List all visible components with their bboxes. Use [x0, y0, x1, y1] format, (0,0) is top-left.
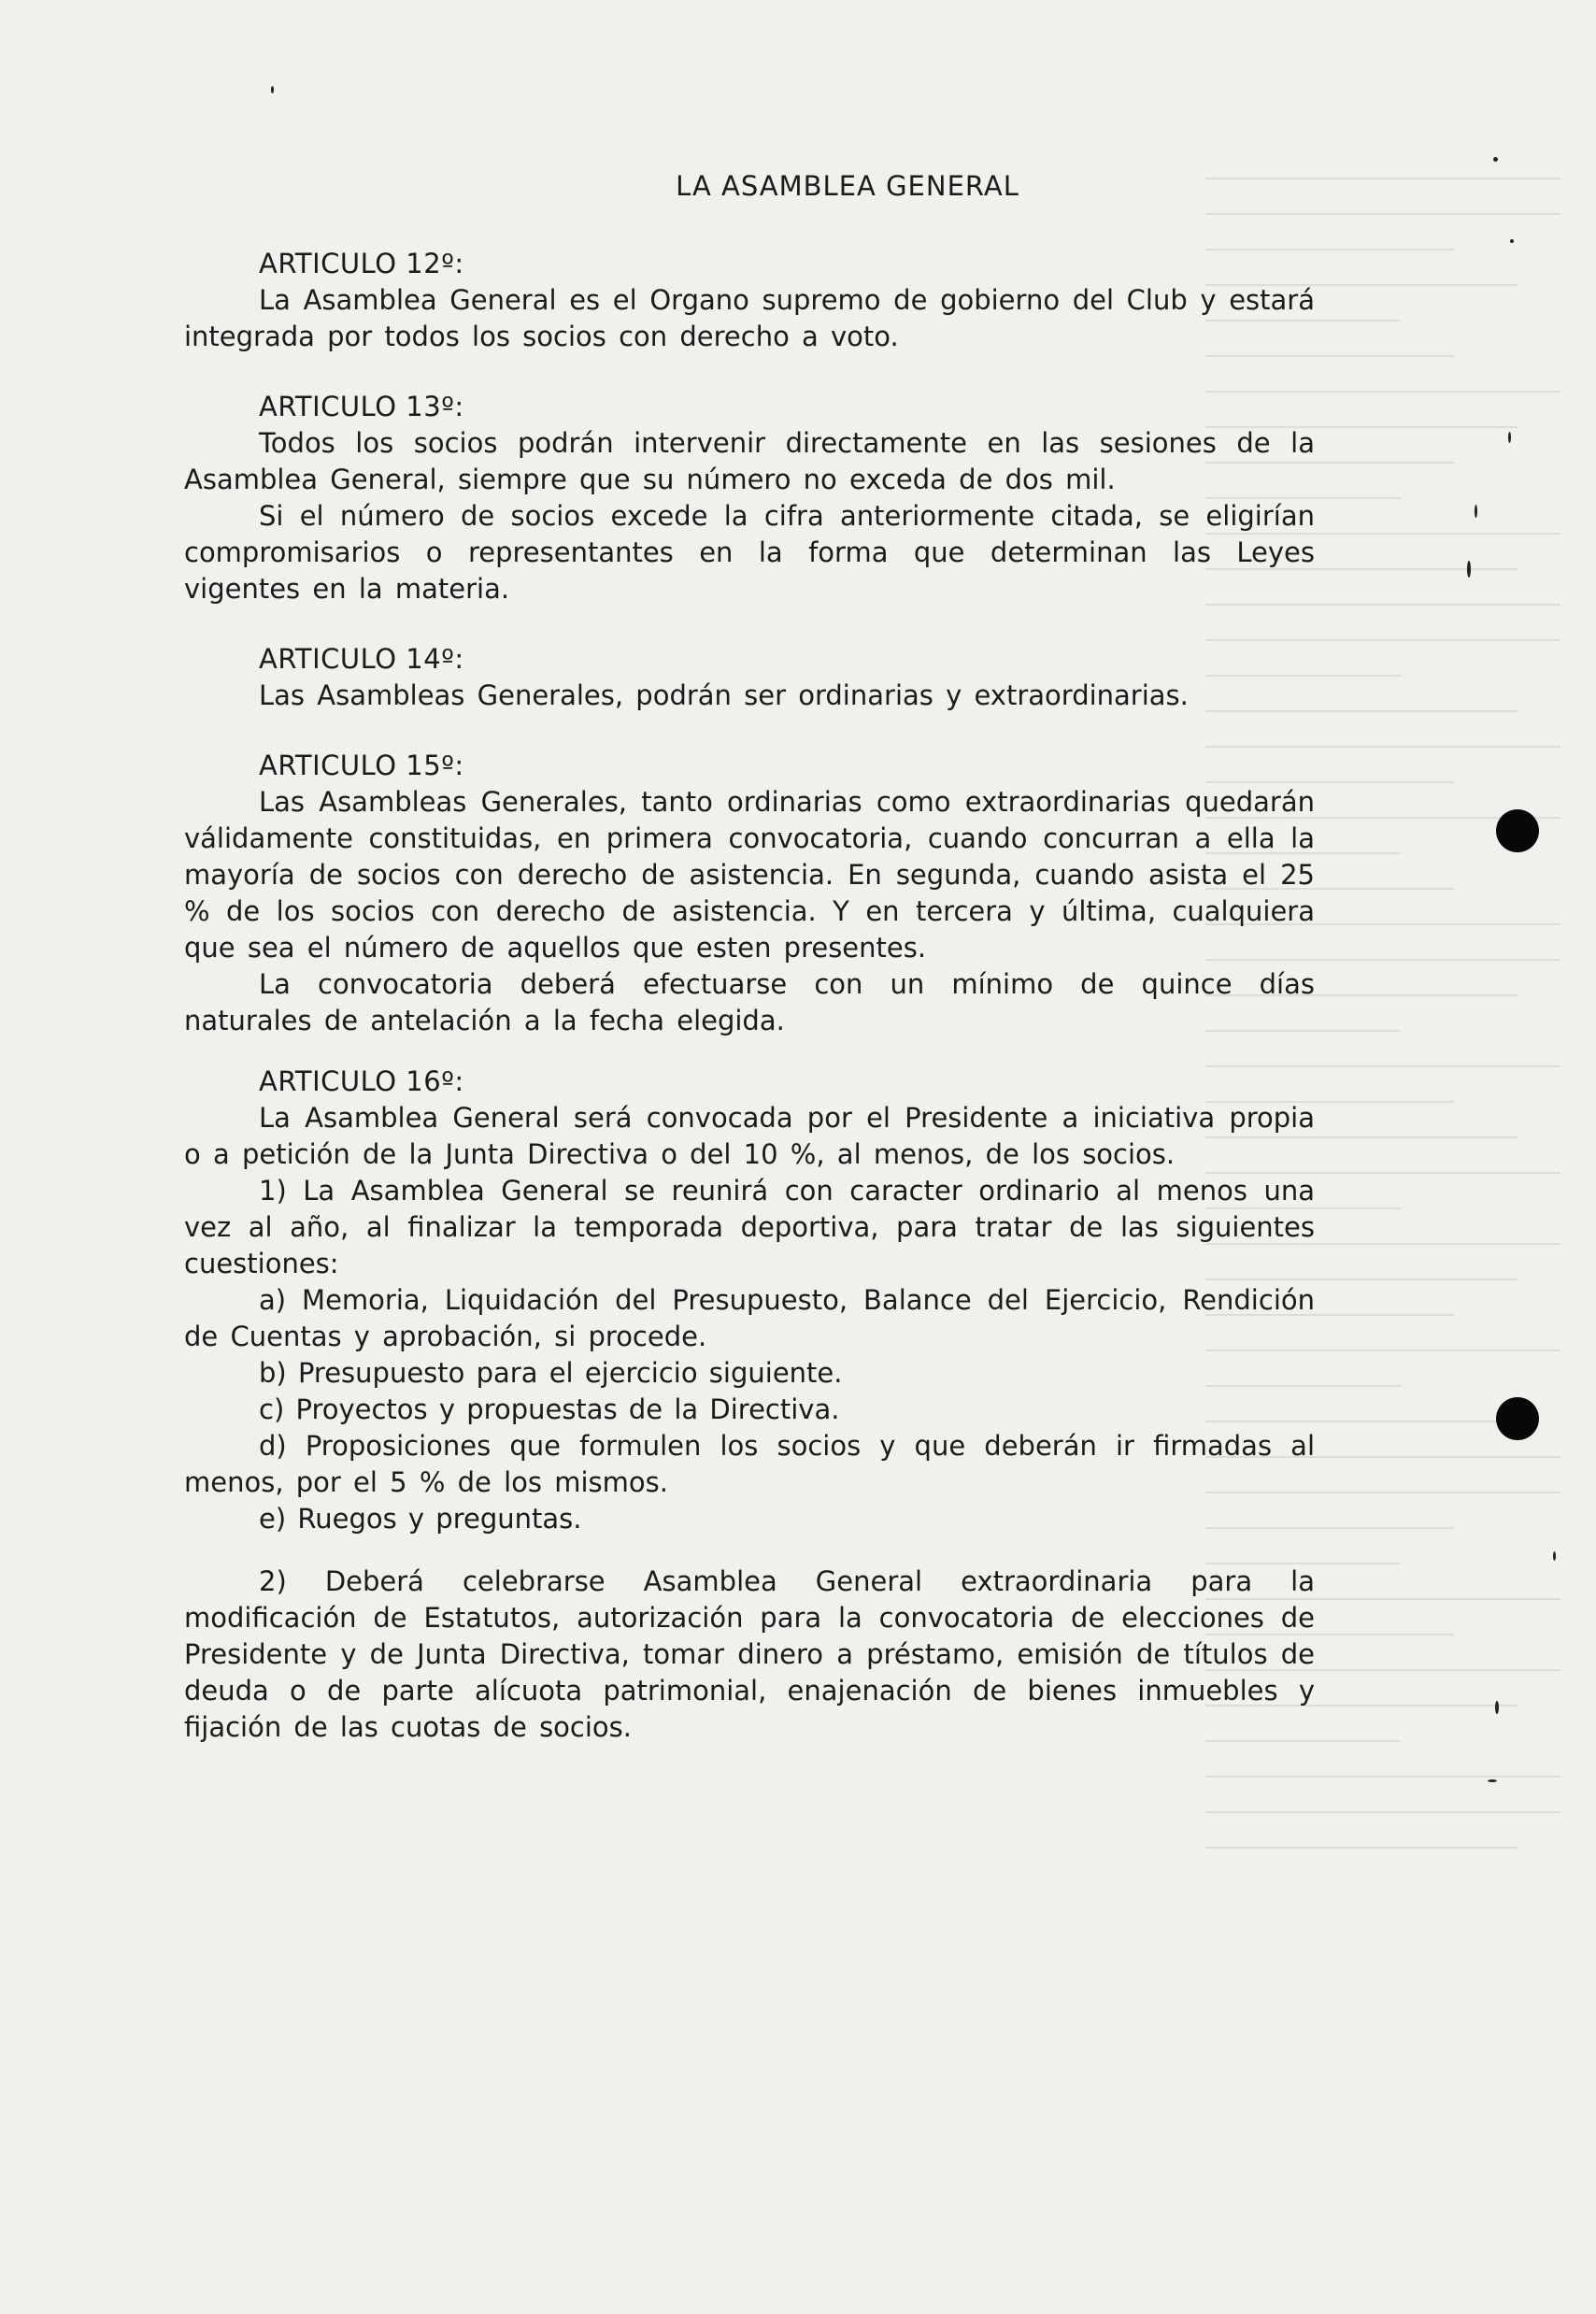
article-paragraph: La Asamblea General es el Organo supremo de gobierno del Club y estará integrada por todos los socios con derecho a voto.	[184, 284, 1315, 352]
margin-speck	[1510, 239, 1514, 243]
article-heading: ARTICULO 13º:	[259, 391, 464, 422]
article-paragraph: Si el número de socios excede la cifra anteriormente citada, se eligirían compromisarios o representantes en la forma que determinan las Leyes vigentes en la materia.	[184, 500, 1315, 605]
list-item: d) Proposiciones que formulen los socios y que deberán ir firmadas al menos, por el 5 % de los mismos.	[184, 1430, 1315, 1498]
article-heading: ARTICULO 16º:	[259, 1065, 464, 1097]
article-paragraph: Las Asambleas Generales, tanto ordinarias como extraordinarias quedarán válidamente constituidas, en primera convocatoria, cuando concurran a ella la mayoría de socios con derecho de asistencia. En segunda, cuando asista el 25 % de los socios con derecho de asistencia. Y en tercera y última, cualquiera que sea el número de aquellos que esten presentes.	[184, 786, 1315, 964]
article-paragraph: Todos los socios podrán intervenir directamente en las sesiones de la Asamblea General, siempre que su número no exceda de dos mil.	[184, 427, 1315, 495]
margin-speck	[1508, 432, 1511, 443]
article-paragraph: La convocatoria deberá efectuarse con un mínimo de quince días naturales de antelación a la fecha elegida.	[184, 968, 1315, 1036]
margin-speck	[1488, 1779, 1497, 1782]
article-paragraph: Las Asambleas Generales, podrán ser ordinarias y extraordinarias.	[259, 679, 1189, 711]
document-title: LA ASAMBLEA GENERAL	[676, 170, 1019, 202]
article-heading: ARTICULO 14º:	[259, 643, 464, 675]
margin-speck	[1467, 561, 1471, 578]
article-point: 2) Deberá celebrarse Asamblea General extraordinaria para la modificación de Estatutos, autorización para la convocatoria de elecciones de Presidente y de Junta Directiva, tomar dinero a préstamo, emisión de títulos de deuda o de parte alícuota patrimonial, enajenación de bienes inmuebles y fijación de las cuotas de socios.	[184, 1565, 1315, 1743]
punch-hole-lower	[1496, 1397, 1539, 1440]
list-item: c) Proyectos y propuestas de la Directiva.	[259, 1393, 840, 1425]
article-heading: ARTICULO 12º:	[259, 248, 464, 279]
article-point: 1) La Asamblea General se reunirá con caracter ordinario al menos una vez al año, al finalizar la temporada deportiva, para tratar de las siguientes cuestiones:	[184, 1175, 1315, 1279]
article-15	[184, 748, 1315, 1039]
article-paragraph: La Asamblea General será convocada por el Presidente a iniciativa propia o a petición de la Junta Directiva o del 10 %, al menos, de los socios.	[184, 1102, 1315, 1170]
punch-hole-upper	[1496, 809, 1539, 852]
document-body	[184, 168, 1315, 1779]
margin-speck	[1553, 1551, 1556, 1561]
list-item: e) Ruegos y preguntas.	[259, 1503, 582, 1535]
margin-speck	[1493, 157, 1498, 162]
article-12	[184, 246, 1315, 355]
list-item: a) Memoria, Liquidación del Presupuesto, Balance del Ejercicio, Rendición de Cuentas y aprobación, si procede.	[184, 1284, 1315, 1352]
article-16	[184, 1064, 1315, 1746]
article-14	[184, 641, 1315, 714]
list-item: b) Presupuesto para el ejercicio siguiente.	[259, 1357, 843, 1389]
margin-speck	[1475, 505, 1477, 518]
margin-speck	[1495, 1701, 1499, 1714]
article-heading: ARTICULO 15º:	[259, 750, 464, 781]
article-13	[184, 389, 1315, 607]
margin-speck	[271, 86, 274, 93]
